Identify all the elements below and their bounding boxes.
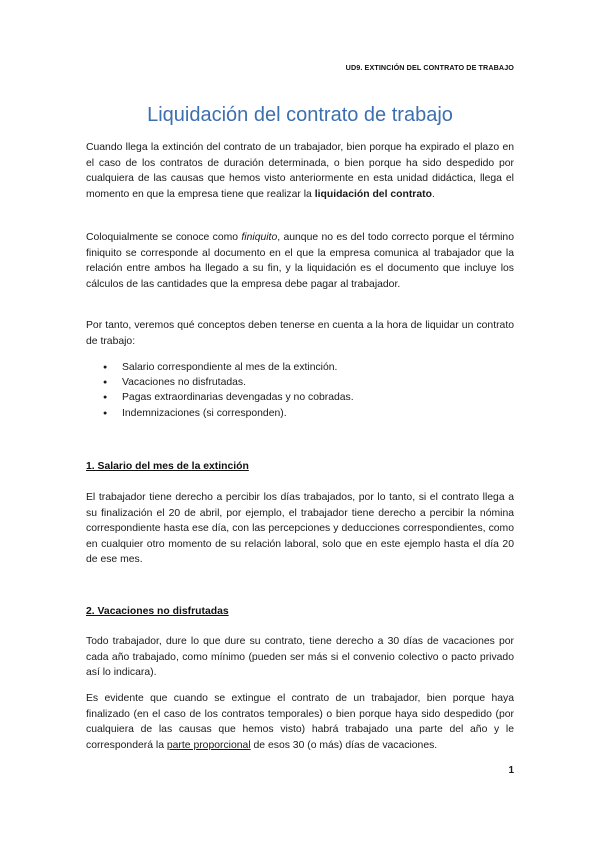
section-2-text-a: Es evidente que cuando se extingue el contrato de un trabajador, bien porque haya finalizado (en el caso de los contratos temporales) o bien porque haya sido despedido (por cualquiera de las causas que hemos visto) habrá trabajado una parte del año y le corresponderá la — [86, 693, 514, 751]
intro-bold-term: liquidación del contrato — [314, 188, 432, 200]
finiquito-paragraph — [86, 230, 514, 292]
section-2-heading: 2. Vacaciones no disfrutadas — [86, 606, 229, 617]
running-header: UD9. EXTINCIÓN DEL CONTRATO DE TRABAJO — [345, 63, 514, 72]
section-2-text-b: de esos 30 (o más) días de vacaciones. — [250, 739, 438, 751]
intro-text: Cuando llega la extinción del contrato de un trabajador, bien porque ha expirado el plazo en el caso de los contratos de duración determinada, o bien porque ha sido despedido por cualquiera de las causas que hemos visto anteriormente en esta unidad didáctica, llega el momento en que la empresa tiene que realizar la — [86, 142, 514, 200]
finiquito-text-a: Coloquialmente se conoce como — [86, 232, 242, 243]
section-1-heading: 1. Salario del mes de la extinción — [86, 461, 249, 472]
section-2-underlined: parte proporcional — [166, 739, 251, 751]
section-2-paragraph-1: Todo trabajador, dure lo que dure su contrato, tiene derecho a 30 días de vacaciones por cada año trabajado, como mínimo (pueden ser más si el convenio colectivo o pacto privado así lo indicara). — [86, 636, 514, 678]
list-item: ● Vacaciones no disfrutadas. — [86, 375, 354, 390]
page-title: Liquidación del contrato de trabajo — [147, 104, 453, 126]
list-item: ● Salario correspondiente al mes de la extinción. — [86, 360, 354, 375]
list-item: ● Indemnizaciones (si corresponden). — [86, 406, 354, 421]
intro-paragraph — [86, 140, 514, 202]
intro-end: . — [431, 188, 435, 200]
section-1-paragraph: El trabajador tiene derecho a percibir los días trabajados, por lo tanto, si el contrato llega a su finalización el 20 de abril, por ejemplo, el trabajador tiene derecho a percibir la nómina correspondiente hasta ese día, con las percepciones y deducciones correspondientes, como en cualquier otro momento de su relación laboral, solo que en este ejemplo hasta el día 20 de ese mes. — [86, 492, 514, 565]
finiquito-text-b: , aunque no es del todo correcto porque el término finiquito se corresponde al documento en el que la empresa comunica al trabajador que la relación entre ambos ha llegado a su fin, y la liquidación es el documento que incluye los cálculos de las cantidades que la empresa debe pagar al trabajador. — [86, 232, 514, 290]
page-number: 1 — [508, 765, 514, 776]
finiquito-italic: finiquito — [241, 232, 278, 243]
list-item: ● Pagas extraordinarias devengadas y no cobradas. — [86, 390, 354, 405]
concepts-list — [86, 360, 354, 421]
concepts-intro-paragraph: Por tanto, veremos qué conceptos deben tenerse en cuenta a la hora de liquidar un contrato de trabajo: — [86, 320, 514, 347]
section-2-paragraph-2 — [86, 691, 514, 753]
